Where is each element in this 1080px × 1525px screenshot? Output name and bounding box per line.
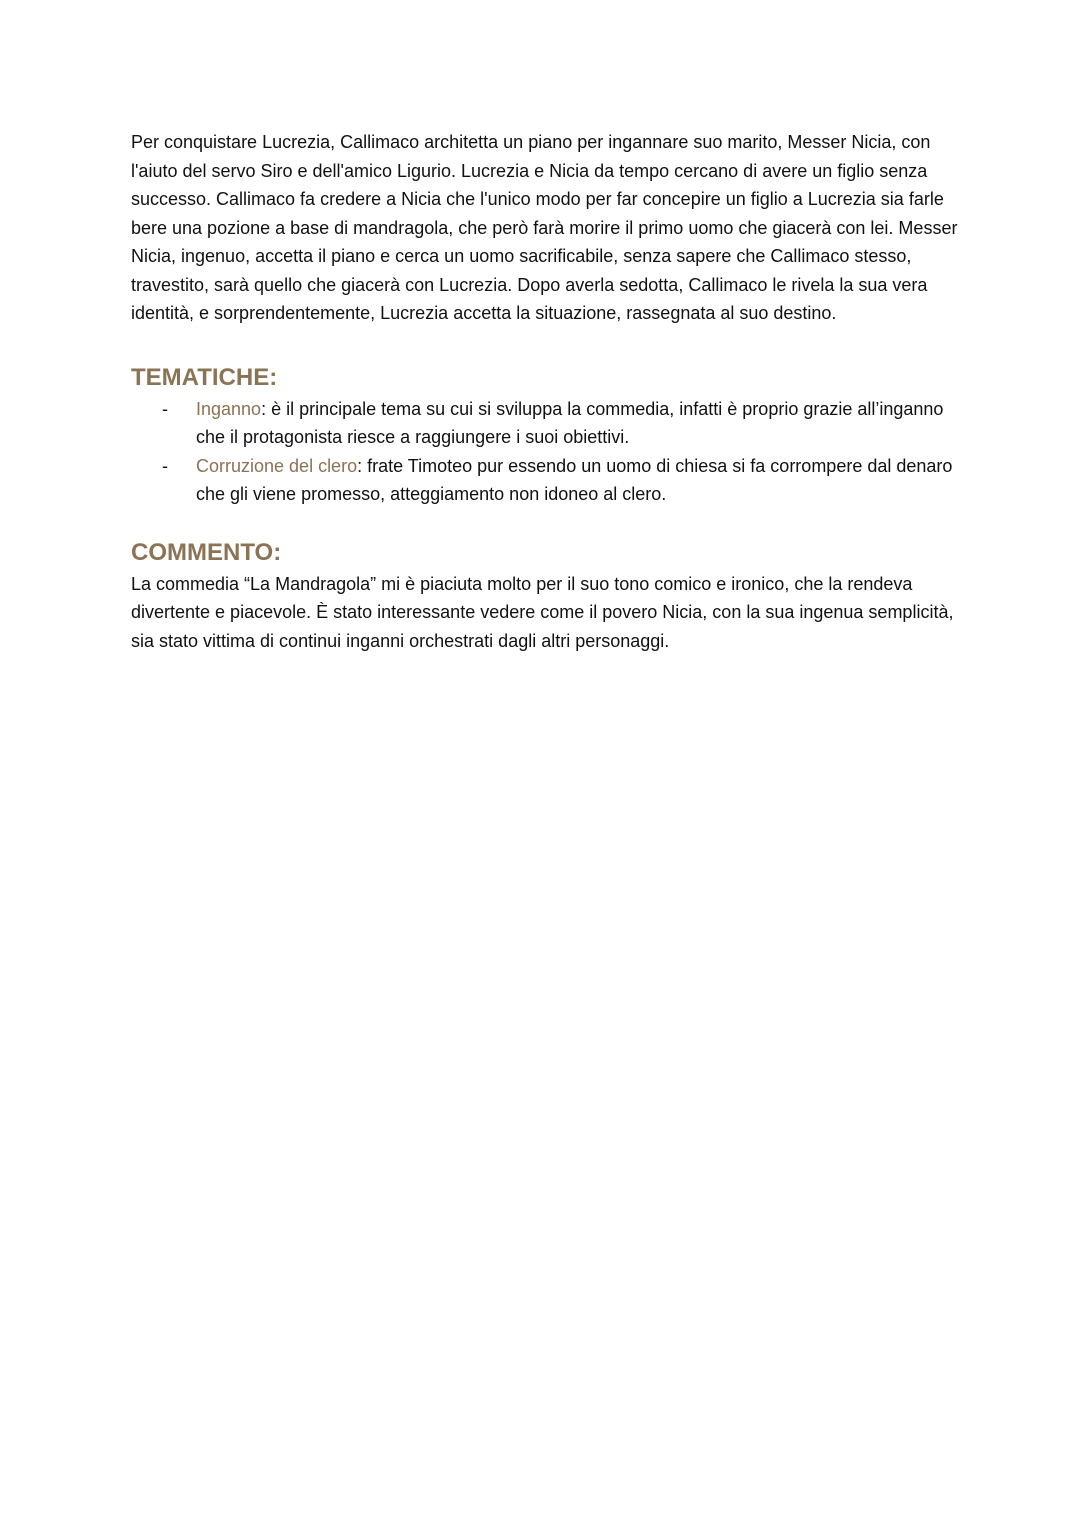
theme-description: : è il principale tema su cui si sviluppa la commedia, infatti è proprio grazie all’inganno che il protagonista riesce a raggiungere i suoi obiettivi. <box>196 398 944 447</box>
list-bullet: - <box>162 398 168 419</box>
list-bullet: - <box>162 455 168 476</box>
theme-item-inganno <box>131 395 961 452</box>
theme-term: Corruzione del clero <box>196 455 358 476</box>
plot-summary-paragraph: Per conquistare Lucrezia, Callimaco architetta un piano per ingannare suo marito, Messer Nicia, con l'aiuto del servo Siro e dell'amico Ligurio. Lucrezia e Nicia da tempo cercano di avere un figlio senza successo. Callimaco fa credere a Nicia che l'unico modo per far concepire un figlio a Lucrezia sia farle bere una pozione a base di mandragola, che però farà morire il primo uomo che giacerà con lei. Messer Nicia, ingenuo, accetta il piano e cerca un uomo sacrificabile, senza sapere che Callimaco stesso, travestito, sarà quello che giacerà con Lucrezia. Dopo averla sedotta, Callimaco le rivela la sua vera identità, e sorprendentemente, Lucrezia accetta la situazione, rassegnata al suo destino. <box>131 132 958 323</box>
theme-term: Inganno <box>196 398 262 419</box>
commento-paragraph: La commedia “La Mandragola” mi è piaciuta molto per il suo tono comico e ironico, che la rendeva divertente e piacevole. È stato interessante vedere come il povero Nicia, con la sua ingenua semplicità, sia stato vittima di continui inganni orchestrati dagli altri personaggi. <box>131 573 954 651</box>
document-page <box>131 128 961 655</box>
theme-description: : frate Timoteo pur essendo un uomo di chiesa si fa corrompere dal denaro che gli viene promesso, atteggiamento non idoneo al clero. <box>196 455 953 504</box>
theme-item-corruzione-del-clero <box>131 452 961 509</box>
commento-heading: COMMENTO: <box>131 538 282 566</box>
themes-list <box>131 395 961 509</box>
tematiche-heading: TEMATICHE: <box>131 363 278 391</box>
